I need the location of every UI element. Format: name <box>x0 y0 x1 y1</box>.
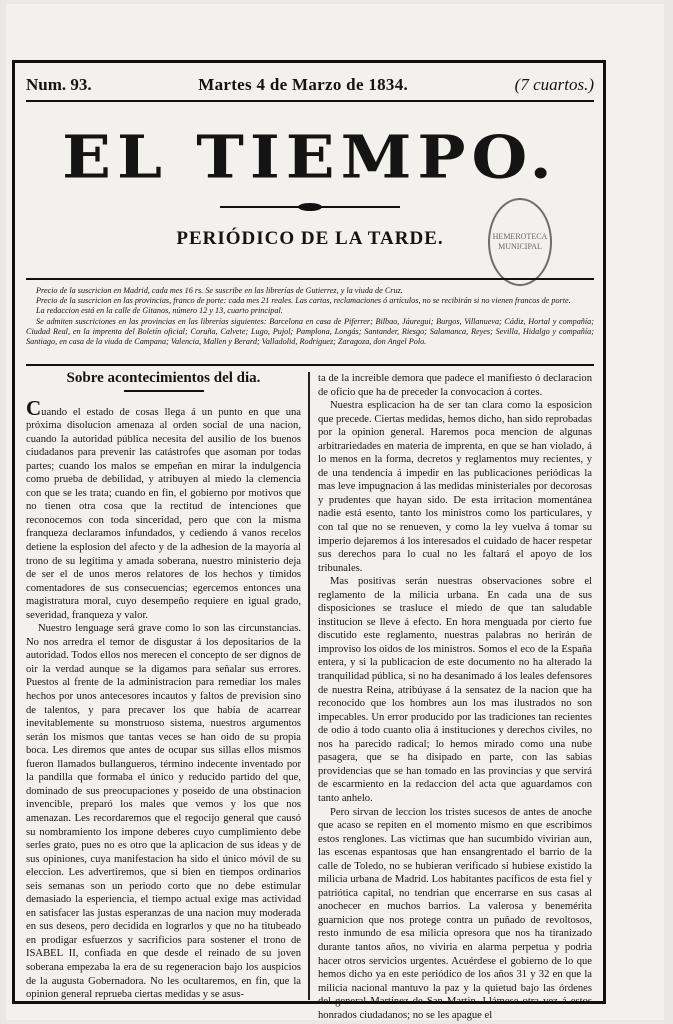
newspaper-subtitle: PERIÓDICO DE LA TARDE. <box>176 228 444 249</box>
stamp-text: HEMEROTECA MUNICIPAL <box>492 232 548 251</box>
article-paragraph: ta de la increible demora que padece el manifiesto ó declaracion de oficio que ha de preceder la convocacion á cortes. <box>318 373 592 398</box>
ornament-divider-icon <box>220 202 400 212</box>
article-paragraph <box>26 395 301 623</box>
article-title-rule <box>124 390 204 392</box>
issue-date: Martes 4 de Marzo de 1834. <box>198 75 409 94</box>
issue-price: (7 cuartos.) <box>514 75 594 94</box>
masthead-rule <box>26 100 594 102</box>
article-paragraph: Nuestra esplicacion ha de ser tan clara como la esposicion que precede. Ciertas medidas, hemos dicho, han sido reprobadas por la opinion general. Haremos poca mencion de algunas arbitrariedades en materia de imprenta, en que se han violado, á lo menos en la forma, decretos y reglamentos muy recientes, y de una tendencia á impedir en las publicaciones periódicas la mas leve impugnacion á las medidas ministeriales por decorosas y prudentes que hayan sido. De esta irritacion momentánea nadie está esento, tanto los ministros como los particulares, y con tal que no se renueven, y como la ley vuelva á tomar su imperio dejaremos á los interesados el cuidado de hacer respetar sus derechos para lo cual no les faltará el apoyo de los tribunales. <box>318 400 592 574</box>
info-line: Precio de la suscricion en las provincias, franco de porte: cada mes 21 reales. Las cartas, reclamaciones ó artículos, no se recibirán si no vienen francos de porte. <box>36 296 571 306</box>
drop-cap: C <box>26 395 42 420</box>
article-paragraph: Nuestro lenguage será grave como lo son las circunstancias. No nos arredra el temor de disgustar á los depositarios de la autoridad. Todos ellos nos merecen el concepto de ser dignos de oir la verdad aunque se la digamos para señalar sus errores. Puestos al frente de la administracion para remediar los males hechos por unos antecesores incautos y faltos de prevision sino de talentos, y para precaver los que había de acarrear inevitablemente su monstruoso sistema, nuestros argumentos serán los mismos que tantas veces se han oido de su propia boca. Les diremos que antes de ocupar sus sillas ellos mismos fueron llamados bullangueros, término indecente inventado por la pandilla que formaba el único y reducido partido del que, dominado de sus preocupaciones y poseido de una obstinacion invencible, preparó los males que vemos y los que nos amenazan. Les recordaremos que el regocijo general que causó su nombramiento los impone deberes cuyo cumplimiento debe serles grato, pues no es otro que la aplicacion de sus ideas y de sus opiniones, cuya manifestacion ha sido el único móvil de su eleccion. Les advertiremos, que si bien en tiempos ordinarios seis semanas son un periodo corto que no debe estimular demasiado la esperiencia, el tiempo actual exige mas actividad en satisfacer las justas esperanzas de una nacion muy moderada en sus deseos, pero decidida en lograrlos y que no ha titubeado en prodigar esfuerzos y sacrificios para sostener el trono de ISABEL II, confiada en que desde el reinado de su joven soberana empezaba la era de su regeneracion bajo los auspicios de la augusta Gobernadora. No les ocultaremos, en fin, que la opinion general reprueba ciertas medidas y se asus- <box>26 623 301 1001</box>
issue-number: Num. 93. <box>26 75 92 94</box>
article-paragraph: Mas positivas serán nuestras observaciones sobre el reglamento de la milicia urbana. En cada una de sus disposiciones se trasluce el miedo de que tan saludable institucion se lleve á efecto. En hora menguada por cierto fue discutido este reglamento, nuestras palabras no herirán de improviso los oidos de los ministros. Somos el eco de la España entera, y si la publicacion de este documento no ha alterado la tranquilidad pública, si no ha desanimado á los leales defensores de nuestra Reina, atribúyase á la sensatez de la nacion que ha reconocido que los hombres aun los mas ilustrados no son impecables. Un error producido por las tradiciones tan recientes de odio á todo cuanto olia á instituciones y derechos civiles, no nos ha parecido radical; lo hemos mirado como una nube pasagera, que se ha disipado en parte, con las sabias providencias que se han tomado en las provincias y que servirá de escarmiento en la redaccion del acta que aguardamos con tanto anhelo. <box>318 576 592 804</box>
column-separator <box>308 372 310 1000</box>
newspaper-title: EL TIEMPO. <box>62 123 558 193</box>
article-column-right <box>318 372 592 1022</box>
library-stamp <box>488 198 552 286</box>
masthead-row <box>26 70 594 100</box>
info-line: La redaccion está en la calle de Gitanos, número 12 y 13, cuarto principal. <box>36 306 283 316</box>
paragraph-text: uando el estado de cosas llega á un punto en que una próxima disolucion amenaza al orden social de una nacion, cuando la autoridad pública necesita del ausilio de los buenos ciudadanos para prevenir las catástrofes que asoman por todas partes; cuando los malos se empeñan en mirar la indulgencia como prueba de debilidad, y atribuyen al miedo la clemencia con que se les trata; cuando en fin, el gobierno por motivos que no tienen otra cosa que la rectitud de intenciones que reconocemos con toda sinceridad, pero que con la misma franqueza declaramos infundados, y cediendo á vanos recelos detiene la esplosion del afecto y de la adhesion de la mayoría al trono de su legítima y amada soberana, nuestro ministerio deja de ser el de unos meros relatores de los hechos y tímidos comentadores de sus consecuencias; egercemos entonces una magistratura moral, cuyo desempeño requiere en igual grado, severidad, franqueza y valor. <box>26 406 301 621</box>
info-line: Precio de la suscricion en Madrid, cada mes 16 rs. Se suscribe en las librerías de Gutierrez, y la viuda de Cruz. <box>36 286 403 295</box>
article-title: Sobre acontecimientos del dia. <box>66 370 261 386</box>
info-line: Se admiten suscriciones en las provincias en las librerías siguientes: Barcelona en casa de Piferrer; Bilbao, Jáuregui; Burgos, Villanueva; Cádiz, Hortal y compañía; Ciudad Real, en la imprenta del Boletín oficial; Coruña, Calvete; Lugo, Pujol; Pamplona, Longás; Santander, Riesgo; Salamanca, Reyes; Sevilla, Hidalgo y compañía; Santiago, en casa de la viuda de Campana; Valencia, Mallen y Berard; Valladolid, Rodriguez; Zaragoza, don Angel Polo. <box>26 316 594 347</box>
article-paragraph: Pero sirvan de leccion los tristes sucesos de antes de anoche que acaso se repiten en el momento mismo en que escribimos estos renglones. Las víctimas que han sucumbido vivirian aun, las escenas espantosas que han ensangrentado el barrio de la calle de Toledo, no se hubieran verificado si hubiese existido la milicia urbana de Madrid. Los habitantes pacíficos de esta fiel y patriótica capital, no tendrian que encerrarse en sus casas al anochecer en muchos barrios. La valerosa y benemérita guarnicion que nos protege contra un puñado de revoltosos, resto inmundo de esa milicia opresora que nos ha tiranizado durante tantos años, no viviria en alarma perpetua y podria hacer otros servicios urgentes. Acuérdese el gobierno de lo que hemos dicho ya en este periódico de los años 31 y 32 en que la milicia nacional mantuvo la paz y la quietud bajo las órdenes del general Martinez de San Martin. Llámese otra vez á estos honrados ciudadanos; no se les apague el <box>318 806 592 1021</box>
subscription-info <box>26 286 594 347</box>
info-top-rule <box>26 278 594 280</box>
info-bottom-rule <box>26 364 594 366</box>
article-column-left <box>26 372 301 1002</box>
